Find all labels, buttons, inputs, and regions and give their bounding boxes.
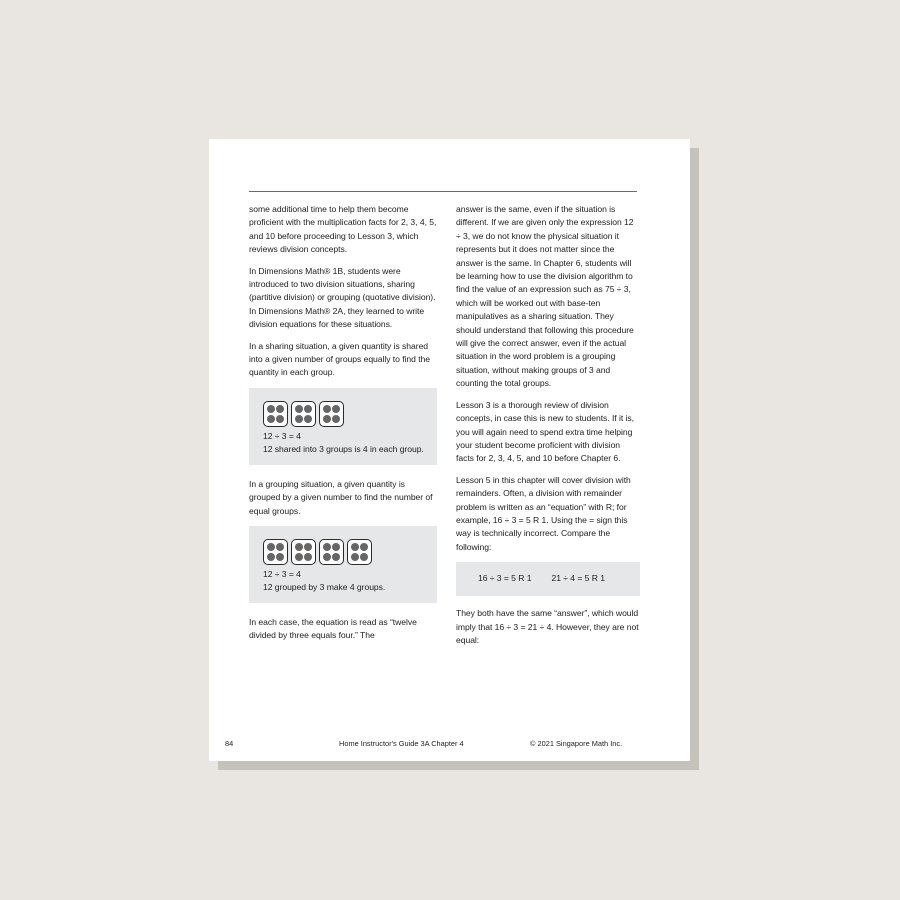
die-dot	[332, 405, 340, 413]
die-four-dots-icon	[347, 539, 372, 565]
die-dot	[295, 543, 303, 551]
die-dot	[304, 553, 312, 561]
sharing-dice-group	[263, 401, 427, 427]
die-four-dots-icon	[291, 401, 316, 427]
remainder-equation-1: 16 ÷ 3 = 5 R 1	[478, 573, 532, 584]
page-number: 84	[225, 739, 234, 748]
die-dot	[276, 553, 284, 561]
die-dot	[276, 405, 284, 413]
document-page	[209, 139, 690, 761]
die-dot	[323, 543, 331, 551]
footer-copyright: © 2021 Singapore Math Inc.	[530, 739, 623, 748]
remainder-compare-box	[456, 562, 640, 596]
die-dot	[332, 553, 340, 561]
paragraph: In a sharing situation, a given quantity is shared into a given number of groups equally to find the quantity in each group.	[249, 340, 431, 378]
die-dot	[332, 543, 340, 551]
paragraph: Lesson 5 in this chapter will cover division with remainders. Often, a division with remainder problem is written as an “equation” with R; for example, 16 ÷ 3 = 5 R 1. Using the = sign this way is technically incorrect. Compare the following:	[456, 474, 631, 552]
grouping-example-box	[249, 526, 437, 603]
die-dot	[276, 543, 284, 551]
die-dot	[323, 415, 331, 423]
paragraph: In a grouping situation, a given quantity is grouped by a given number to find the number of equal groups.	[249, 478, 433, 516]
paragraph: some additional time to help them become proficient with the multiplication facts for 2, 3, 4, 5, and 10 before proceeding to Lesson 3, which reviews division concepts.	[249, 204, 437, 255]
paragraph: In Dimensions Math® 1B, students were introduced to two division situations, sharing (partitive division) or grouping (quotative division). In Dimensions Math® 2A, they learned to write division equations for these situations.	[249, 265, 436, 330]
grouping-equation: 12 ÷ 3 = 4	[263, 568, 301, 579]
paragraph: answer is the same, even if the situation is different. If we are given only the expression 12 ÷ 3, we do not know the physical situation it represents but it does not matter since the answer is the same. In Chapter 6, students will be learning how to use the division algorithm to find the value of an expression such as 75 ÷ 3, which will be worked out with base-ten manipulatives as a sharing situation. They should understand that following this procedure will give the correct answer, even if the actual situation in the word problem is a grouping situation, without making groups of 3 and counting the total groups.	[456, 204, 634, 389]
die-dot	[267, 553, 275, 561]
sharing-caption: 12 shared into 3 groups is 4 in each group.	[263, 444, 424, 455]
die-dot	[360, 553, 368, 561]
die-dot	[295, 553, 303, 561]
die-four-dots-icon	[263, 401, 288, 427]
left-column	[249, 203, 437, 651]
die-dot	[323, 553, 331, 561]
die-four-dots-icon	[319, 539, 344, 565]
die-four-dots-icon	[291, 539, 316, 565]
die-four-dots-icon	[263, 539, 288, 565]
die-dot	[304, 543, 312, 551]
remainder-equation-2: 21 ÷ 4 = 5 R 1	[551, 573, 605, 584]
paragraph: Lesson 3 is a thorough review of division concepts, in case this is new to students. If it is, you will again need to spend extra time helping your student become proficient with division facts for 2, 3, 4, 5, and 10 before Chapter 6.	[456, 399, 634, 464]
die-dot	[332, 415, 340, 423]
header-rule	[249, 191, 637, 192]
grouping-dice-group	[263, 539, 427, 565]
die-dot	[295, 415, 303, 423]
sharing-example-box	[249, 388, 437, 465]
die-dot	[295, 405, 303, 413]
die-dot	[304, 415, 312, 423]
right-column	[456, 203, 640, 655]
die-dot	[267, 543, 275, 551]
footer-title: Home Instructor's Guide 3A Chapter 4	[339, 739, 464, 748]
die-dot	[360, 543, 368, 551]
die-four-dots-icon	[319, 401, 344, 427]
die-dot	[351, 543, 359, 551]
die-dot	[323, 405, 331, 413]
grouping-caption: 12 grouped by 3 make 4 groups.	[263, 582, 386, 593]
die-dot	[304, 405, 312, 413]
die-dot	[267, 415, 275, 423]
die-dot	[276, 415, 284, 423]
paragraph: They both have the same “answer”, which would imply that 16 ÷ 3 = 21 ÷ 4. However, they are not equal:	[456, 608, 639, 645]
die-dot	[267, 405, 275, 413]
sharing-equation: 12 ÷ 3 = 4	[263, 430, 301, 441]
paragraph: In each case, the equation is read as “twelve divided by three equals four.” The	[249, 616, 417, 641]
die-dot	[351, 553, 359, 561]
